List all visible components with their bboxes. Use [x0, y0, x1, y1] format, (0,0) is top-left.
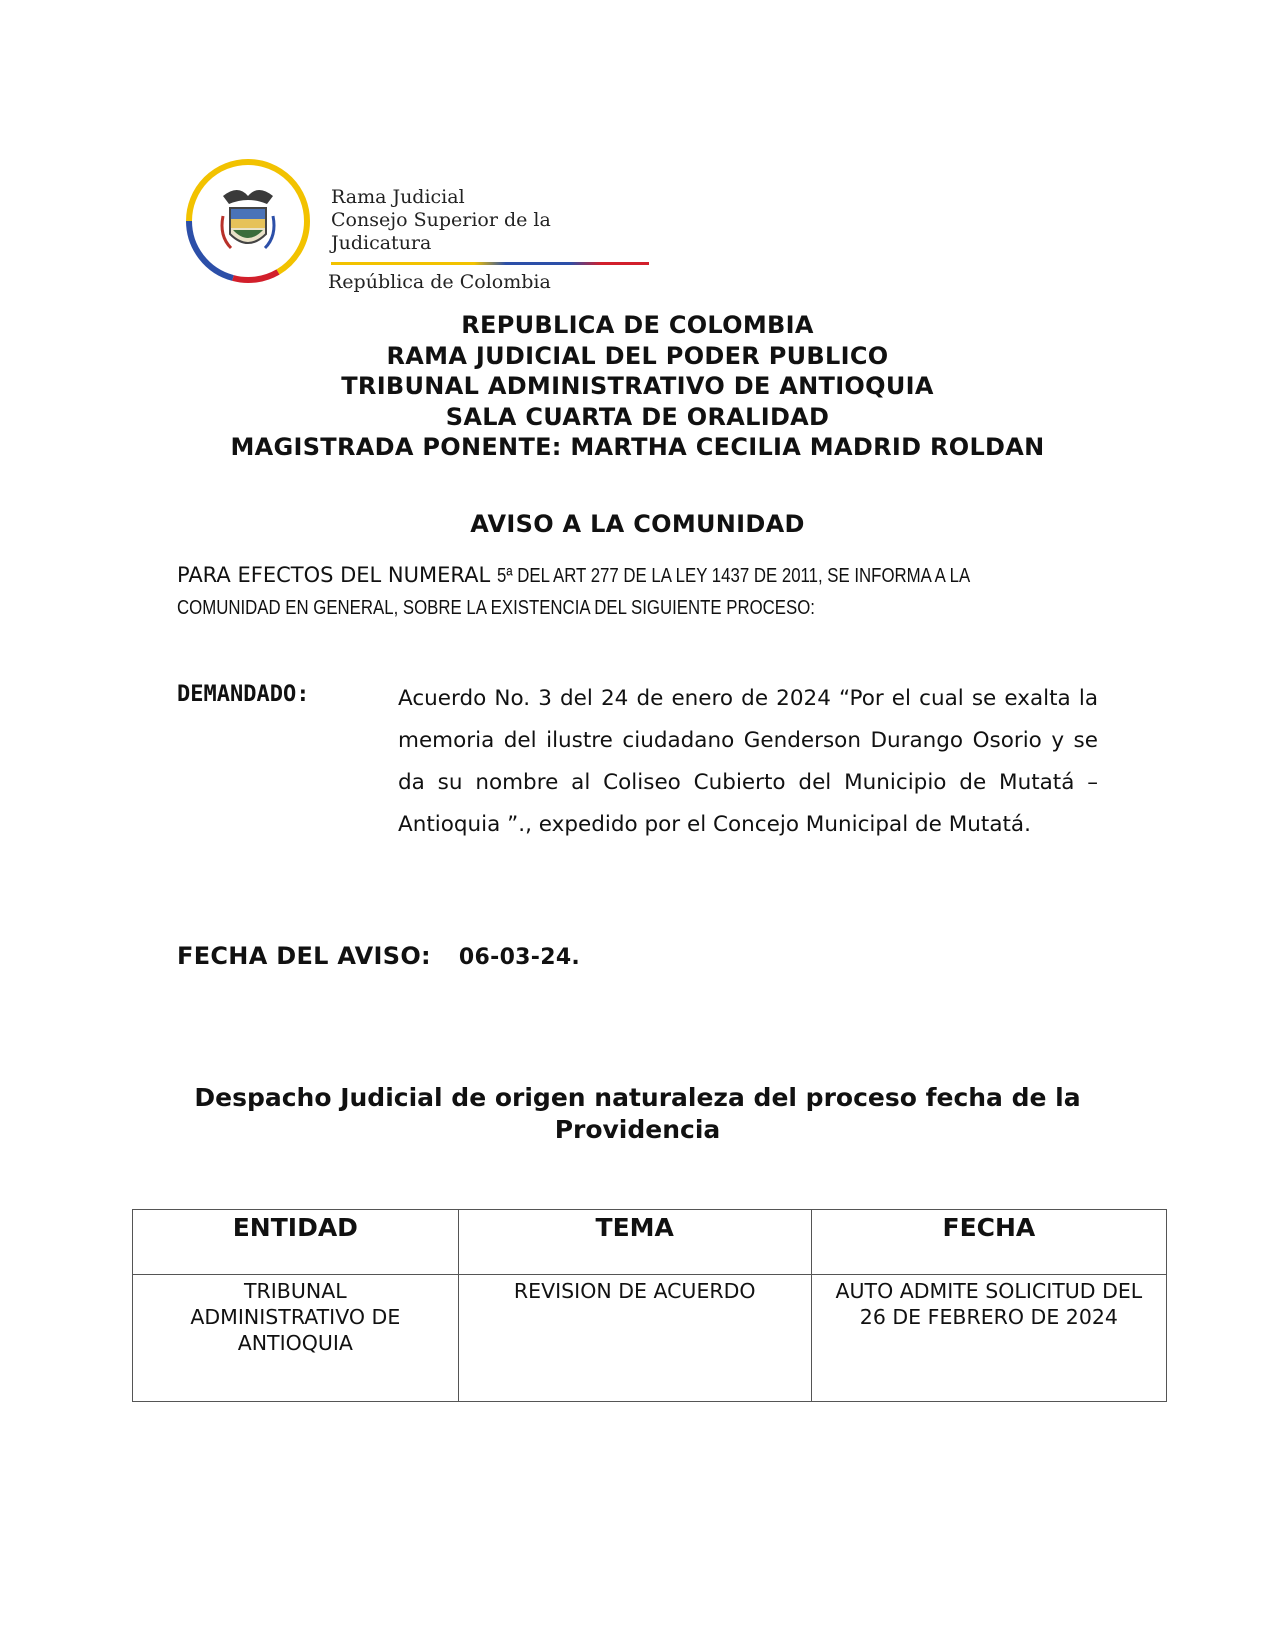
despacho-title: Despacho Judicial de origen naturaleza del proceso fecha de la Providencia — [194, 1083, 1081, 1144]
document-header — [0, 310, 1275, 463]
cell-fecha-text: AUTO ADMITE SOLICITUD DEL 26 DE FEBRERO DE 2024 — [835, 1279, 1143, 1329]
fecha-aviso-value: 06-03-24. — [458, 945, 581, 970]
cell-entidad-text: TRIBUNAL ADMINISTRATIVO DE ANTIOQUIA — [190, 1279, 401, 1355]
coat-of-arms-seal-icon — [183, 156, 313, 286]
header-tema: TEMA — [458, 1210, 811, 1275]
cell-fecha — [811, 1275, 1166, 1402]
cell-tema — [458, 1275, 811, 1402]
intro-paragraph — [177, 560, 1137, 624]
header-line-1: REPUBLICA DE COLOMBIA — [461, 311, 814, 339]
header-line-3: TRIBUNAL ADMINISTRATIVO DE ANTIOQUIA — [341, 372, 934, 400]
intro-part-2: 5ª DEL ART 277 DE LA LEY 1437 DE 2011, SE INFORMA A LA — [496, 565, 971, 587]
fecha-aviso-label: FECHA DEL AVISO: — [177, 942, 431, 970]
aviso-title: AVISO A LA COMUNIDAD — [470, 510, 805, 538]
intro-part-1: PARA EFECTOS DEL NUMERAL — [177, 563, 497, 587]
intro-part-3: COMUNIDAD EN GENERAL, SOBRE LA EXISTENCIA DEL SIGUIENTE PROCESO: — [177, 597, 815, 619]
header-line-4: SALA CUARTA DE ORALIDAD — [445, 402, 830, 431]
fecha-aviso — [177, 942, 580, 970]
logo-line-republica: República de Colombia — [328, 271, 551, 293]
cell-entidad — [133, 1275, 459, 1402]
logo-line-consejo: Consejo Superior de la Judicatura — [331, 209, 551, 254]
logo-tricolor-rule — [331, 262, 649, 265]
header-fecha: FECHA — [811, 1210, 1166, 1275]
table-row — [133, 1275, 1167, 1402]
header-line-5: MAGISTRADA PONENTE: MARTHA CECILIA MADRID ROLDAN — [230, 433, 1045, 461]
process-table — [132, 1209, 1167, 1402]
cell-tema-text: REVISION DE ACUERDO — [513, 1279, 756, 1303]
demandado-label: DEMANDADO: — [177, 682, 310, 707]
header-line-2: RAMA JUDICIAL DEL PODER PUBLICO — [386, 341, 889, 370]
table-header-row — [133, 1210, 1167, 1275]
rama-judicial-logo — [183, 156, 653, 296]
logo-line-rama-judicial: Rama Judicial — [331, 186, 465, 208]
header-entidad: ENTIDAD — [133, 1210, 459, 1275]
demandado-text: Acuerdo No. 3 del 24 de enero de 2024 “Por el cual se exalta la memoria del ilustre ciudadano Genderson Durango Osorio y se da su nombre al Coliseo Cubierto del Municipio de Mutatá – Antioquia ”., expedido por el Concejo Municipal de Mutatá. — [398, 686, 1098, 837]
